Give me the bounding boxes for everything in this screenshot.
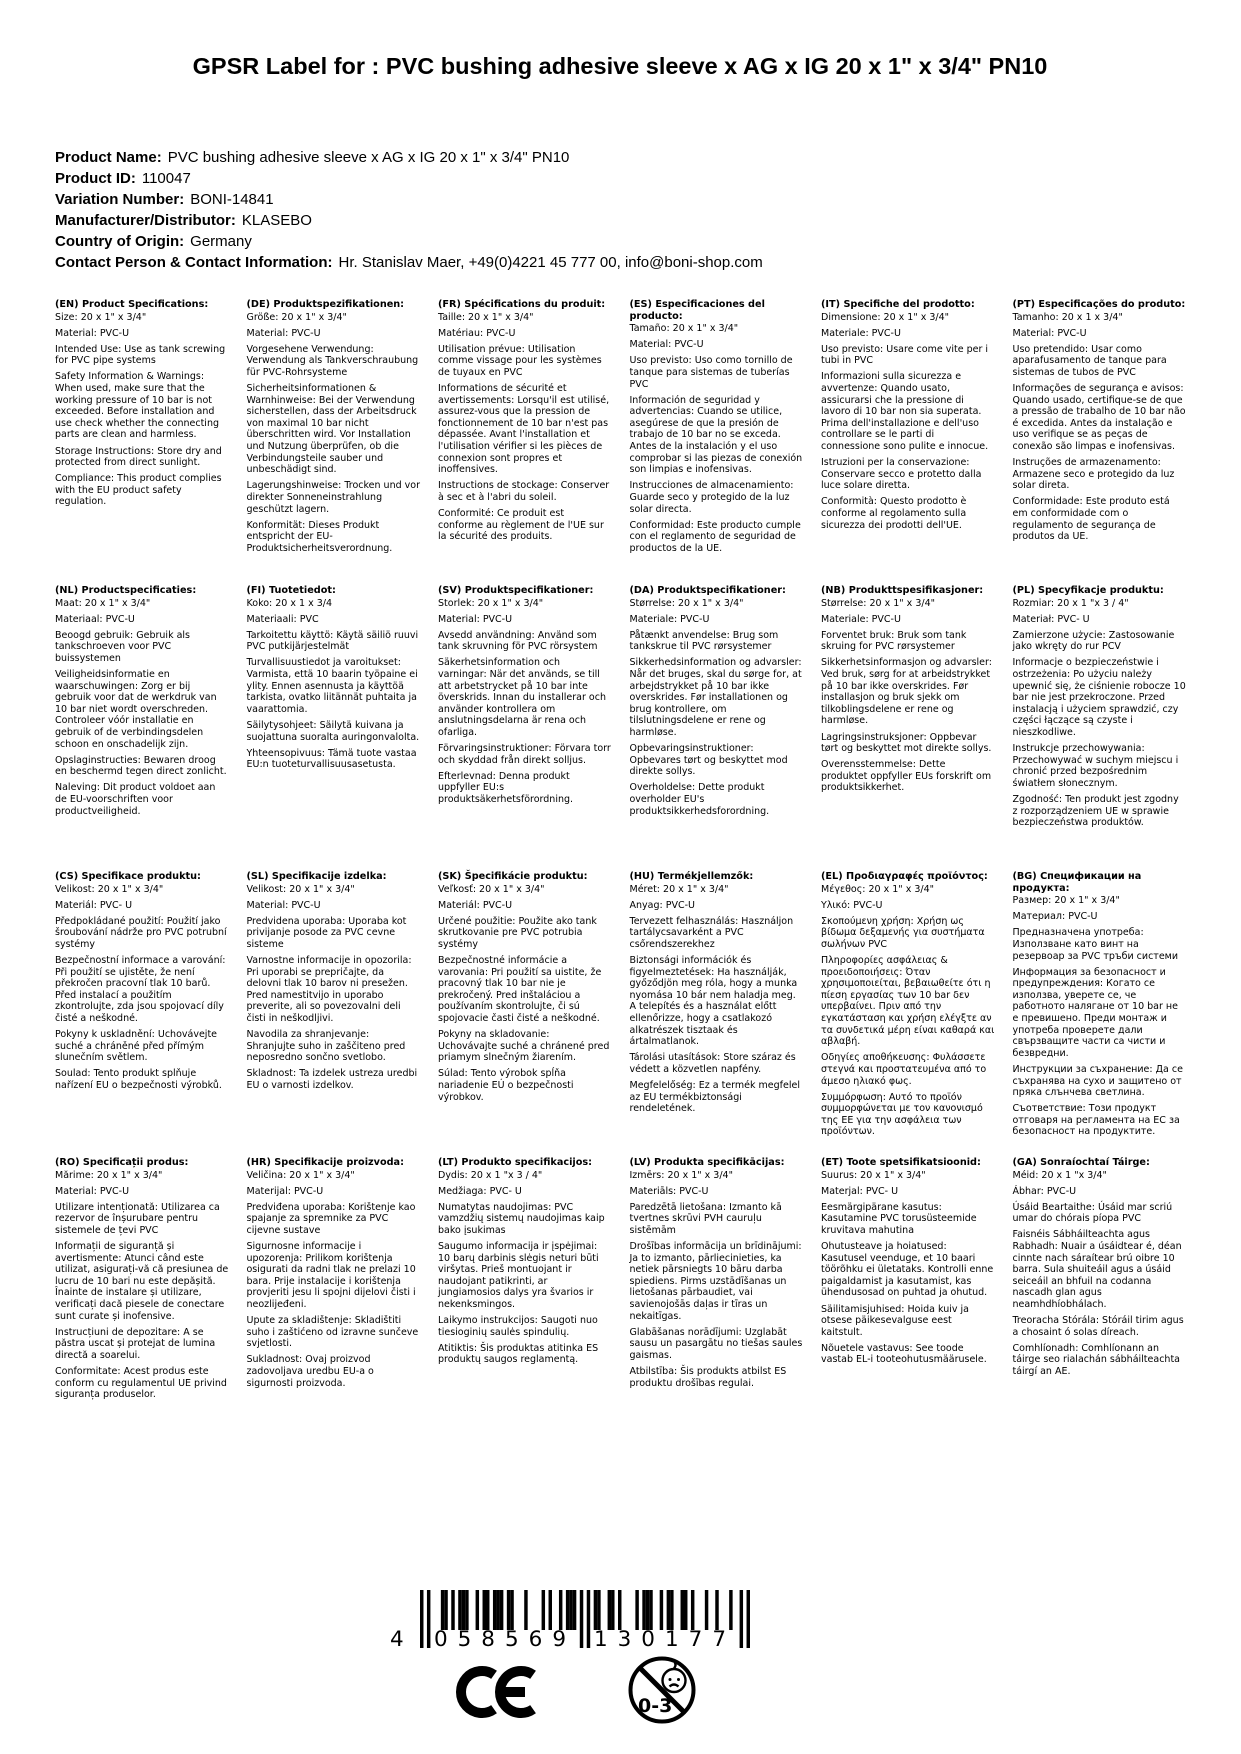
spec-paragraph: Numatytas naudojimas: PVC vamzdžių sistemų naudojimas kaip bako įsukimas — [438, 1201, 605, 1236]
spec-paragraph: Tamaño: 20 x 1" x 3/4" — [629, 323, 739, 335]
spec-paragraph: Conformità: Questo prodotto è conforme al regolamento sulla sicurezza dei prodotti dell'UE. — [821, 496, 967, 531]
spec-paragraph: Paredzētā lietošana: Izmanto kā tvertnes skrūvi PVH cauruļu sistēmām — [629, 1201, 782, 1236]
product-info-product-id — [55, 168, 1201, 189]
field-value: KLASEBO — [241, 212, 312, 229]
spec-paragraph: Atitiktis: Šis produktas atitinka ES produktų saugos reglamentą. — [438, 1342, 599, 1366]
spec-paragraph: Instrucțiuni de depozitare: A se păstra uscat și protejat de lumina directă a soarelui. — [55, 1326, 216, 1361]
spec-paragraph: Conformité: Ce produit est conforme au règlement de l'UE sur la sécurité des produits. — [438, 508, 604, 543]
spec-block-heading: (EL) Προδιαγραφές προϊόντος: — [821, 871, 988, 882]
spec-paragraph: Vorgesehene Verwendung: Verwendung als Tankverschraubung für PVC-Rohrsysteme — [246, 343, 419, 378]
spec-paragraph: Konformität: Dieses Produkt entspricht der EU-Produktsicherheitsverordnung. — [246, 519, 393, 554]
spec-block-heading: (PT) Especificações do produto: — [1012, 299, 1186, 310]
spec-paragraph: Anyag: PVC-U — [629, 899, 695, 911]
spec-paragraph: Zgodność: Ten produkt jest zgodny z rozporządzeniem UE w sprawie bezpieczeństwa produktów. — [1012, 794, 1179, 829]
spec-paragraph: Uso previsto: Uso como tornillo de tanque para sistemas de tuberías PVC — [629, 355, 793, 390]
spec-paragraph: Suurus: 20 x 1" x 3/4" — [821, 1169, 926, 1181]
spec-paragraph: Informazioni sulla sicurezza e avvertenze: Quando usato, assicurarsi che la pressione di lavoro di 10 bar non sia superata. Prima dell'installazione e dell'uso controllare se le parti di connessione sono pulite e innocue. — [821, 371, 989, 453]
spec-paragraph: Forventet bruk: Bruk som tank skruing for PVC rørsystemer — [821, 629, 967, 653]
spec-paragraph: Información de seguridad y advertencias: Cuando se utilice, asegúrese de que la presión de trabajo de 10 bar no se exceda. Antes de la instalación y el uso comprobar si las piezas de conexión son limpias e inofensivas. — [629, 394, 803, 476]
spec-paragraph: Úsáid Beartaithe: Úsáid mar scriú umar do chórais píopa PVC — [1012, 1201, 1173, 1225]
spec-block-heading: (FR) Spécifications du produit: — [438, 299, 606, 310]
spec-paragraph: Size: 20 x 1" x 3/4" — [55, 311, 147, 323]
spec-paragraph: Rozmiar: 20 x 1 "x 3 / 4" — [1012, 597, 1129, 609]
spec-paragraph: Conformitate: Acest produs este conform cu regulamentul UE privind siguranța produselor. — [55, 1366, 227, 1401]
spec-paragraph: Instruções de armazenamento: Armazene seco e protegido da luz solar direta. — [1012, 457, 1175, 492]
spec-paragraph: Informações de segurança e avisos: Quando usado, certifique-se de que a pressão de trabalho de 10 bar não é excedida. Antes da instalação e uso verifique se as peças de conexão são limpas e inofensivas. — [1012, 383, 1186, 453]
spec-paragraph: Matériau: PVC-U — [438, 327, 516, 339]
spec-paragraph: Tamanho: 20 x 1 x 3/4" — [1012, 311, 1123, 323]
age-warning-icon — [626, 1654, 698, 1730]
spec-paragraph: Atbilstība: Šis produkts atbilst ES produktu drošības regulai. — [629, 1366, 787, 1389]
field-value: 110047 — [141, 170, 191, 187]
spec-paragraph: Súlad: Tento výrobok spĺňa nariadenie EÚ o bezpečnosti výrobkov. — [438, 1068, 574, 1103]
spec-paragraph: Material: PVC-U — [246, 327, 321, 339]
spec-paragraph: Lagringsinstruksjoner: Oppbevar tørt og beskyttet mot direkte sollys. — [821, 731, 992, 755]
spec-block-heading: (DE) Produktspezifikationen: — [246, 299, 405, 310]
spec-block-fr — [438, 299, 618, 585]
spec-block-nl — [55, 585, 235, 871]
spec-paragraph: Drošības informācija un brīdinājumi: Ja to izmanto, pārliecinieties, ka netiek pārsniegts 10 bāru darba spiediens. Pirms uzstādīšanas un lietošanas pārbaudiet, vai savienojošās daļas ir tīras un nekaitīgas. — [629, 1241, 802, 1322]
age-warning-text: 0-3 — [638, 1695, 673, 1717]
spec-block-heading: (LT) Produkto specifikacijos: — [438, 1157, 593, 1168]
spec-block-heading: (ET) Toote spetsifikatsioonid: — [821, 1157, 981, 1168]
spec-paragraph: Utilizare intenționată: Utilizarea ca rezervor de înșurubare pentru sistemele de țevi PVC — [55, 1201, 220, 1236]
spec-block-sl — [247, 871, 427, 1157]
spec-block-lv — [630, 1157, 810, 1443]
spec-block-heading: (NL) Productspecificaties: — [55, 585, 197, 596]
product-info — [55, 147, 1201, 273]
spec-paragraph: Comhlíonadh: Comhlíonann an táirge seo rialachán sábháilteachta táirgí an AE. — [1012, 1342, 1180, 1377]
spec-paragraph: Säilytysohjeet: Säilytä kuivana ja suojattuna suoralta auringonvalolta. — [246, 719, 420, 743]
spec-block-da — [630, 585, 810, 871]
spec-paragraph: Instrukcje przechowywania: Przechowywać w suchym miejscu i chronić przed bezpośrednim światłem słonecznym. — [1012, 743, 1179, 789]
spec-block-es — [630, 299, 810, 585]
spec-paragraph: Informații de siguranță și avertismente: Atunci când este utilizat, asigurați-vă că presiunea de lucru de 10 bari nu este depășită. Înainte de instalare și utilizare, verificați dacă piesele de conectare sunt curate și inofensive. — [55, 1241, 229, 1322]
spec-paragraph: Υλικό: PVC-U — [821, 899, 883, 911]
spec-paragraph: Påtænkt anvendelse: Brug som tankskrue til PVC rørsystemer — [629, 629, 779, 653]
spec-paragraph: Materiale: PVC-U — [629, 613, 710, 625]
spec-paragraph: Μέγεθος: 20 x 1" x 3/4" — [821, 883, 934, 895]
spec-paragraph: Velikost: 20 x 1" x 3/4" — [246, 883, 355, 895]
spec-paragraph: Upute za skladištenje: Skladištiti suho i zaštićeno od izravne sunčeve svjetlosti. — [246, 1315, 419, 1350]
spec-paragraph: Материал: PVC-U — [1012, 911, 1098, 923]
page-title: GPSR Label for : PVC bushing adhesive sleeve x AG x IG 20 x 1" x 3/4" PN10 — [192, 53, 1048, 79]
spec-paragraph: Materiál: PVC- U — [55, 899, 133, 911]
spec-paragraph: Materiaal: PVC-U — [55, 613, 135, 625]
spec-block-cs — [55, 871, 235, 1157]
spec-paragraph: Инструкции за съхранение: Да се съхранява на сухо и защитено от пряка слънчева светлина. — [1012, 1063, 1183, 1099]
spec-paragraph: Pokyny k uskladnění: Uchovávejte suché a chráněné před přímým slunečním světlem. — [55, 1029, 218, 1064]
spec-block-heading: (IT) Specifiche del prodotto: — [821, 299, 975, 310]
spec-paragraph: Ábhar: PVC-U — [1012, 1185, 1077, 1197]
spec-paragraph: Σκοπούμενη χρήση: Χρήση ως βίδωμα δεξαμενής για συστήματα σωλήνων PVC — [821, 915, 985, 950]
spec-paragraph: Størrelse: 20 x 1" x 3/4" — [629, 597, 744, 609]
spec-paragraph: Faisnéis Sábháilteachta agus Rabhadh: Nuair a úsáidtear é, déan cinnte nach sáraítear brú oibre 10 barra. Sula shuiteáil agus a úsáid seiceáil an bhfuil na codanna nascadh glan agus neamhdhíobhálach. — [1012, 1229, 1182, 1311]
spec-paragraph: Určené použitie: Použite ako tank skrutkovanie pre PVC potrubia systémy — [438, 915, 597, 950]
spec-paragraph: Förvaringsinstruktioner: Förvara torr och skyddad från direkt solljus. — [438, 743, 611, 766]
spec-paragraph: Πληροφορίες ασφάλειας & προειδοποιήσεις: Όταν χρησιμοποιείται, βεβαιωθείτε ότι η πίεση εργασίας των 10 bar δεν υπερβαίνει. Πριν από την εγκατάσταση και χρήση ελέγξτε αν τα συνδετικά μέρη είναι καθαρά και αβλαβή. — [821, 955, 995, 1048]
spec-block-heading: (SK) Špecifikácie produktu: — [438, 871, 588, 882]
spec-paragraph: Beoogd gebruik: Gebruik als tankschroeven voor PVC buissystemen — [55, 629, 190, 664]
spec-block-et — [821, 1157, 1001, 1443]
spec-paragraph: Materiał: PVC- U — [1012, 613, 1090, 625]
product-info-country-of-origin — [55, 231, 1201, 252]
spec-paragraph: Sicherheitsinformationen & Warnhinweise: Bei der Verwendung sicherstellen, dass der Arbeitsdruck von maximal 10 bar nicht überschritten wird. Vor Installation und Nutzung überprüfen, ob die Verbindungsteile sauber und unbeschädigt sind. — [246, 383, 417, 476]
spec-block-lt — [438, 1157, 618, 1443]
spec-paragraph: Размер: 20 x 1" x 3/4" — [1012, 895, 1120, 907]
spec-block-heading: (FI) Tuotetiedot: — [246, 585, 336, 596]
spec-paragraph: Méret: 20 x 1" x 3/4" — [629, 883, 729, 895]
spec-paragraph: Bezpečnostné informácie a varovania: Pri použití sa uistite, že pracovný tlak 10 bar nie je prekročený. Pred inštaláciou a používaním skontrolujte, či sú spojovacie časti čisté a neškodné. — [438, 955, 602, 1025]
field-value: Germany — [190, 233, 252, 250]
barcode-right-group: 130177 — [593, 1627, 737, 1652]
spec-paragraph: Předpokládané použití: Použití jako šroubování nádrže pro PVC potrubní systémy — [55, 915, 227, 950]
field-value: Hr. Stanislav Maer, +49(0)4221 45 777 00, info@boni-shop.com — [338, 254, 763, 271]
spec-paragraph: Efterlevnad: Denna produkt uppfyller EU:s produktsäkerhetsförordning. — [438, 770, 574, 805]
spec-block-heading: (GA) Sonraíochtaí Táirge: — [1012, 1157, 1150, 1168]
spec-paragraph: Overholdelse: Dette produkt overholder EU's produktsikkerhedsforordning. — [629, 782, 770, 817]
spec-paragraph: Materiāls: PVC-U — [629, 1185, 709, 1197]
spec-paragraph: Dydis: 20 x 1 "x 3 / 4" — [438, 1169, 543, 1181]
spec-block-pl — [1013, 585, 1193, 871]
spec-paragraph: Material: PVC-U — [246, 899, 321, 911]
spec-paragraph: Sikkerhetsinformasjon og advarsler: Ved bruk, sørg for at arbeidstrykket på 10 bar ikke overskrides. Før installasjon og bruk sjekk om tilkoblingsdelene er rene og harmløse. — [821, 657, 992, 727]
spec-block-heading: (RO) Specificații produs: — [55, 1157, 189, 1168]
spec-paragraph: Zamierzone użycie: Zastosowanie jako wkręty do rur PCV — [1012, 629, 1175, 653]
spec-block-el — [821, 871, 1001, 1157]
spec-paragraph: Storlek: 20 x 1" x 3/4" — [438, 597, 544, 609]
spec-paragraph: Medžiaga: PVC- U — [438, 1185, 522, 1197]
spec-block-heading: (SL) Specifikacije izdelka: — [246, 871, 387, 882]
spec-paragraph: Materiale: PVC-U — [821, 327, 901, 339]
spec-paragraph: Instrucciones de almacenamiento: Guarde seco y protegido de la luz solar directa. — [629, 480, 794, 515]
spec-paragraph: Biztonsági információk és figyelmeztetések: Ha használják, győződjön meg róla, hogy a munka nyomása 10 bár nem haladja meg. A telepítés és a használat előtt ellenőrizze, hogy a csatlakozó alkatrészek tisztaak és ártalmatlanok. — [629, 955, 798, 1048]
spec-paragraph: Veličina: 20 x 1" x 3/4" — [246, 1169, 355, 1181]
spec-paragraph: Sikkerhedsinformation og advarsler: Når det bruges, skal du sørge for, at arbejdstrykket på 10 bar ikke overskrides. Før installationen og brug kontrollere, om tilslutningsdelene er rene og harmløse. — [629, 657, 802, 739]
spec-paragraph: Informations de sécurité et avertissements: Lorsqu'il est utilisé, assurez-vous que la pression de fonctionnement de 10 bar n'est pas dépassée. Avant l'installation et l'utilisation vérifier si les pièces de connexion sont propres et inoffensives. — [438, 383, 610, 476]
spec-block-it — [821, 299, 1001, 585]
spec-block-heading: (HU) Termékjellemzők: — [629, 871, 754, 882]
barcode-lead-digit: 4 — [390, 1627, 404, 1652]
spec-block-heading: (DA) Produktspecifikationer: — [629, 585, 786, 596]
product-info-variation-number — [55, 189, 1201, 210]
spec-paragraph: Materijal: PVC-U — [246, 1185, 324, 1197]
field-label: Country of Origin: — [55, 233, 185, 250]
spec-paragraph: Информация за безопасност и предупреждения: Когато се използва, уверете се, че работното налягане от 10 bar не е превишено. Преди монтаж и употреба проверете дали свързващите части са чисти и безвредни. — [1012, 966, 1178, 1059]
spec-paragraph: Material: PVC-U — [1012, 327, 1087, 339]
spec-block-de — [247, 299, 427, 585]
spec-block-heading: (LV) Produkta specifikācijas: — [629, 1157, 785, 1168]
field-value: PVC bushing adhesive sleeve x AG x IG 20 x 1" x 3/4" PN10 — [167, 149, 570, 166]
spec-paragraph: Material: PVC-U — [629, 339, 704, 351]
spec-paragraph: Informacje o bezpieczeństwie i ostrzeżenia: Po użyciu należy upewnić się, że ciśnienie robocze 10 bar nie jest przekroczone. Przed instalacją i użyciem sprawdzić, czy części łączące są czyste i nieszkodliwe. — [1012, 657, 1186, 739]
spec-paragraph: Taille: 20 x 1" x 3/4" — [438, 311, 534, 323]
spec-paragraph: Veľkosť: 20 x 1" x 3/4" — [438, 883, 545, 895]
spec-paragraph: Συμμόρφωση: Αυτό το προϊόν συμμορφώνεται με τον κανονισμό της ΕΕ για την ασφάλεια των προϊόντων. — [821, 1091, 983, 1138]
spec-paragraph: Sukladnost: Ovaj proizvod zadovoljava uredbu EU-a o sigurnosti proizvoda. — [246, 1354, 374, 1389]
field-label: Product ID: — [55, 170, 136, 187]
spec-grid — [55, 299, 1192, 1443]
spec-paragraph: Velikost: 20 x 1" x 3/4" — [55, 883, 164, 895]
spec-paragraph: Soulad: Tento produkt splňuje nařízení EU o bezpečnosti výrobků. — [55, 1068, 222, 1091]
spec-paragraph: Material: PVC-U — [438, 613, 513, 625]
spec-paragraph: Ohutusteave ja hoiatused: Kasutusel veenduge, et 10 baari töörõhku ei ületataks. Kontrolli enne paigaldamist ja kasutamist, kas ühendusosad on puhtad ja ohutud. — [821, 1241, 994, 1299]
spec-paragraph: Skladnost: Ta izdelek ustreza uredbi EU o varnosti izdelkov. — [246, 1068, 418, 1091]
spec-paragraph: Materiale: PVC-U — [821, 613, 901, 625]
spec-paragraph: Megfelelőség: Ez a termék megfelel az EU termékbiztonsági rendeletének. — [629, 1080, 800, 1115]
spec-block-heading: (BG) Спецификации на продукта: — [1012, 871, 1142, 894]
spec-paragraph: Säkerhetsinformation och varningar: När det används, se till att arbetstrycket på 10 bar inte överskrids. Innan du installerar och använder kontrollera om anslutningsdelarna är rena och ofarliga. — [438, 657, 606, 739]
spec-paragraph: Veiligheidsinformatie en waarschuwingen: Zorg er bij gebruik voor dat de werkdruk van 10 bar niet wordt overschreden. Controleer vóór installatie en gebruik of de verbindingsdelen schoon en onschadelijk zijn. — [55, 669, 217, 750]
spec-paragraph: Tervezett felhasználás: Használjon tartálycsavarként a PVC csőrendszerekhez — [629, 915, 794, 950]
spec-paragraph: Koko: 20 x 1 x 3/4 — [246, 597, 333, 609]
spec-paragraph: Glabāšanas norādījumi: Uzglabāt sausu un pasargātu no tiešas saules gaismas. — [629, 1326, 803, 1361]
spec-paragraph: Compliance: This product complies with the EU product safety regulation. — [55, 473, 222, 508]
ce-mark-icon — [455, 1663, 549, 1725]
product-info-product-name — [55, 147, 1201, 168]
spec-paragraph: Οδηγίες αποθήκευσης: Φυλάσσετε στεγνά και προστατευμένα από το άμεσο ηλιακό φως. — [821, 1052, 987, 1087]
spec-block-ro — [55, 1157, 235, 1443]
spec-paragraph: Lagerungshinweise: Trocken und vor direkter Sonneneinstrahlung geschützt lagern. — [246, 480, 420, 515]
spec-paragraph: Bezpečnostní informace a varování: Při použití se ujistěte, že není překročen pracovní tlak 10 barů. Před instalací a použitím zkontrolujte, zda jsou spojovací díly čisté a neškodné. — [55, 955, 226, 1025]
spec-paragraph: Materiaali: PVC — [246, 613, 319, 625]
spec-block-pt — [1013, 299, 1193, 585]
spec-paragraph: Uso previsto: Usare come vite per i tubi in PVC — [821, 343, 989, 367]
spec-paragraph: Yhteensopivuus: Tämä tuote vastaa EU:n tuoteturvallisuusasetusta. — [246, 747, 417, 771]
spec-paragraph: Maat: 20 x 1" x 3/4" — [55, 597, 151, 609]
spec-block-bg — [1013, 871, 1193, 1157]
spec-paragraph: Navodila za shranjevanje: Shranjujte suho in zaščiteno pred neposredno sončno svetlobo. — [246, 1029, 406, 1064]
spec-block-en — [55, 299, 235, 585]
spec-block-sk — [438, 871, 618, 1157]
product-info-manufacturer — [55, 210, 1201, 231]
spec-block-fi — [247, 585, 427, 871]
spec-paragraph: Materiál: PVC-U — [438, 899, 513, 911]
field-value: BONI-14841 — [190, 191, 274, 208]
spec-paragraph: Съответствие: Този продукт отговаря на регламента на ЕС за безопасност на продуктите. — [1012, 1103, 1180, 1138]
spec-block-ga — [1013, 1157, 1193, 1443]
spec-paragraph: Naleving: Dit product voldoet aan de EU-voorschriften voor productveiligheid. — [55, 782, 216, 817]
spec-paragraph: Avsedd användning: Använd som tank skruvning för PVC rörsystem — [438, 629, 598, 653]
field-label: Contact Person & Contact Information: — [55, 254, 333, 271]
spec-paragraph: Conformidad: Este producto cumple con el reglamento de seguridad de productos de la UE. — [629, 519, 801, 554]
spec-block-heading: (NB) Produkttspesifikasjoner: — [821, 585, 984, 596]
spec-paragraph: Utilisation prévue: Utilisation comme vissage pour les systèmes de tuyaux en PVC — [438, 343, 602, 378]
spec-paragraph: Materjal: PVC- U — [821, 1185, 899, 1197]
spec-paragraph: Material: PVC-U — [55, 327, 130, 339]
spec-paragraph: Storage Instructions: Store dry and protected from direct sunlight. — [55, 445, 222, 469]
ean-barcode — [390, 1590, 750, 1652]
spec-paragraph: Méid: 20 x 1 "x 3/4" — [1012, 1169, 1107, 1181]
field-label: Manufacturer/Distributor: — [55, 212, 236, 229]
spec-paragraph: Größe: 20 x 1" x 3/4" — [246, 311, 347, 323]
spec-paragraph: Treoracha Stórála: Stóráil tirim agus a chosaint ó solas díreach. — [1012, 1315, 1184, 1338]
spec-paragraph: Pokyny na skladovanie: Uchovávajte suché a chránené pred priamym slnečným žiarením. — [438, 1029, 610, 1064]
spec-paragraph: Laikymo instrukcijos: Saugoti nuo tiesioginių saulės spindulių. — [438, 1315, 598, 1338]
spec-paragraph: Overensstemmelse: Dette produktet oppfyller EUs forskrift om produktsikkerhet. — [821, 759, 992, 794]
spec-paragraph: Säilitamisjuhised: Hoida kuiv ja otsese päikesevalguse eest kaitstult. — [821, 1303, 969, 1338]
spec-paragraph: Varnostne informacije in opozorila: Pri uporabi se prepričajte, da delovni tlak 10 barov ni presežen. Pred namestitvijo in uporabo preverite, ali so povezovalni deli čisti in neškodljivi. — [246, 955, 412, 1025]
spec-paragraph: Izmērs: 20 x 1" x 3/4" — [629, 1169, 733, 1181]
spec-paragraph: Nõuetele vastavus: See toode vastab EL-i tooteohutusmäärusele. — [821, 1342, 987, 1366]
spec-paragraph: Turvallisuustiedot ja varoitukset: Varmista, että 10 baarin työpaine ei ylity. Ennen asennusta ja käyttöä tarkista, ovatko liitännät puhtaita ja vaarattomia. — [246, 657, 418, 715]
field-label: Variation Number: — [55, 191, 185, 208]
spec-paragraph: Tarkoitettu käyttö: Käytä säiliö ruuvi PVC putkijärjestelmät — [246, 629, 419, 653]
spec-paragraph: Instructions de stockage: Conserver à sec et à l'abri du soleil. — [438, 480, 610, 503]
spec-paragraph: Safety Information & Warnings: When used, make sure that the working pressure of 10 bar is not exceeded. Before installation and use check whether the connecting parts are clean and harmless. — [55, 371, 219, 441]
spec-block-nb — [821, 585, 1001, 871]
spec-paragraph: Sigurnosne informacije i upozorenja: Prilikom korištenja osigurati da radni tlak ne prelazi 10 bara. Prije instalacije i korištenja provjeriti jesu li spojni dijelovi čisti i neozlijeđeni. — [246, 1241, 416, 1311]
spec-paragraph: Opslaginstructies: Bewaren droog en beschermd tegen direct zonlicht. — [55, 754, 227, 778]
spec-paragraph: Intended Use: Use as tank screwing for PVC pipe systems — [55, 343, 226, 367]
spec-paragraph: Predviđena uporaba: Korištenje kao spajanje za spremnike za PVC cijevne sustave — [246, 1201, 416, 1236]
spec-block-heading: (EN) Product Specifications: — [55, 299, 209, 310]
spec-paragraph: Størrelse: 20 x 1" x 3/4" — [821, 597, 935, 609]
spec-paragraph: Mărime: 20 x 1" x 3/4" — [55, 1169, 163, 1181]
field-label: Product Name: — [55, 149, 162, 166]
spec-paragraph: Opbevaringsinstruktioner: Opbevares tørt og beskyttet mod direkte sollys. — [629, 743, 788, 778]
barcode-left-group: 058569 — [433, 1627, 577, 1652]
spec-paragraph: Предназначена употреба: Използване като винт на резервоар за PVC тръби системи — [1012, 927, 1179, 962]
spec-block-hu — [630, 871, 810, 1157]
spec-paragraph: Material: PVC-U — [55, 1185, 130, 1197]
spec-paragraph: Eesmärgipärane kasutus: Kasutamine PVC torusüsteemide kruvitava mahutina — [821, 1201, 977, 1236]
spec-block-sv — [438, 585, 618, 871]
spec-paragraph: Saugumo informacija ir įspėjimai: 10 barų darbinis slėgis neturi būti viršytas. Prieš montuojant ir naudojant patikrinti, ar jungiamosios dalys yra švarios ir nekenksmingos. — [438, 1241, 599, 1311]
product-info-contact — [55, 252, 1201, 273]
spec-paragraph: Predvidena uporaba: Uporaba kot privijanje posode za PVC cevne sisteme — [246, 915, 407, 950]
spec-block-heading: (SV) Produktspecifikationer: — [438, 585, 594, 596]
spec-paragraph: Istruzioni per la conservazione: Conservare secco e protetto dalla luce solare diretta. — [821, 457, 982, 492]
spec-block-heading: (PL) Specyfikacje produktu: — [1012, 585, 1164, 596]
spec-block-heading: (HR) Specifikacije proizvoda: — [246, 1157, 404, 1168]
spec-paragraph: Dimensione: 20 x 1" x 3/4" — [821, 311, 950, 323]
spec-block-hr — [247, 1157, 427, 1443]
spec-block-heading: (CS) Specifikace produktu: — [55, 871, 201, 882]
spec-block-heading: (ES) Especificaciones del producto: — [629, 299, 765, 322]
spec-paragraph: Tárolási utasítások: Store száraz és védett a közvetlen napfény. — [629, 1052, 796, 1075]
spec-paragraph: Uso pretendido: Usar como aparafusamento de tanque para sistemas de tubos de PVC — [1012, 343, 1167, 378]
spec-paragraph: Conformidade: Este produto está em conformidade com o regulamento de segurança de produtos da UE. — [1012, 496, 1170, 543]
